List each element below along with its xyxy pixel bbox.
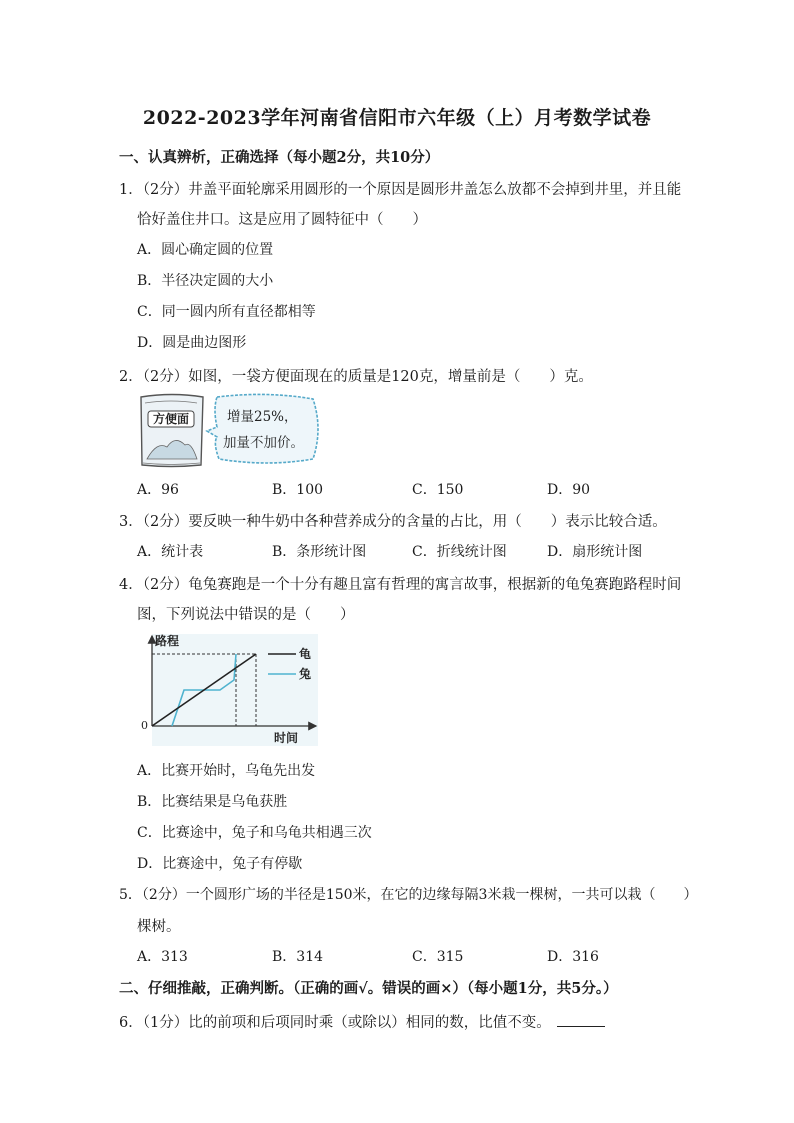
q1-option-d: D．圆是曲边图形 <box>137 335 247 351</box>
q5-option-d: D．316 <box>547 949 599 965</box>
x-axis-label: 时间 <box>274 731 299 745</box>
q2-option-c: C．150 <box>412 482 464 498</box>
q2-option-b: B．100 <box>272 482 324 498</box>
q1-option-c: C．同一圆内所有直径都相等 <box>137 304 316 320</box>
race-distance-time-chart <box>138 628 328 750</box>
q5-text-line1: 5．（2分）一个圆形广场的半径是150米，在它的边缘每隔3米栽一棵树，一共可以栽（ ） <box>119 887 698 903</box>
y-axis-label: 路程 <box>155 634 180 648</box>
q4-option-a: A．比赛开始时，乌龟先出发 <box>137 763 316 779</box>
q5-option-a: A．313 <box>137 949 188 965</box>
q5-text-line2: 棵树。 <box>137 919 181 935</box>
q3-option-b: B．条形统计图 <box>272 544 367 560</box>
q1-option-a: A．圆心确定圆的位置 <box>137 242 274 258</box>
legend-tortoise-label: 龟 <box>299 647 312 661</box>
promo-speech-bubble <box>207 394 318 463</box>
q2-option-a: A．96 <box>137 482 179 498</box>
q1-option-b: B．半径决定圆的大小 <box>137 273 274 289</box>
exam-title: 2022-2023学年河南省信阳市六年级（上）月考数学试卷 <box>142 107 652 129</box>
q4-text-line2: 图，下列说法中错误的是（ ） <box>137 607 355 623</box>
q5-option-c: C．315 <box>412 949 464 965</box>
q1-text-line2: 恰好盖住井口。这是应用了圆特征中（ ） <box>137 212 427 228</box>
q4-option-d: D．比赛途中，兔子有停歇 <box>137 856 303 872</box>
q6-answer-blank[interactable] <box>557 1012 605 1027</box>
q4-option-b: B．比赛结果是乌龟获胜 <box>137 794 288 810</box>
q3-option-a: A．统计表 <box>137 544 204 560</box>
legend-rabbit-label: 兔 <box>299 667 312 681</box>
q4-option-c: C．比赛途中，兔子和乌龟共相遇三次 <box>137 825 372 841</box>
bag-label: 方便面 <box>152 412 190 426</box>
q4-text-line1: 4．（2分）龟兔赛跑是一个十分有趣且富有哲理的寓言故事，根据新的龟兔赛跑路程时间 <box>119 577 682 593</box>
section-1-heading: 一、认真辨析，正确选择（每小题2分，共10分） <box>119 149 440 166</box>
section-2-heading: 二、仔细推敲，正确判断。（正确的画√。错误的画×）（每小题1分，共5分。） <box>119 980 618 997</box>
bubble-line-1: 增量25%， <box>227 409 298 425</box>
noodle-bag-illustration <box>137 391 323 469</box>
q1-text-line1: 1．（2分）井盖平面轮廓采用圆形的一个原因是圆形井盖怎么放都不会掉到井里，并且能 <box>119 182 682 198</box>
q5-option-b: B．314 <box>272 949 324 965</box>
q3-option-c: C．折线统计图 <box>412 544 507 560</box>
q3-option-d: D．扇形统计图 <box>547 544 643 560</box>
bubble-line-2: 加量不加价。 <box>223 435 304 451</box>
q6-text-line <box>119 1011 605 1032</box>
chart-plot-background <box>152 634 318 746</box>
q2-text-line1: 2．（2分）如图，一袋方便面现在的质量是120克，增量前是（ ）克。 <box>119 369 593 385</box>
q6-text: 6．（1分）比的前项和后项同时乘（或除以）相同的数，比值不变。 <box>119 1015 551 1031</box>
q3-text-line1: 3．（2分）要反映一种牛奶中各种营养成分的含量的占比，用（ ）表示比较合适。 <box>119 514 667 530</box>
noodle-bag-icon <box>141 395 203 467</box>
origin-label: 0 <box>141 719 148 732</box>
q2-option-d: D．90 <box>547 482 591 498</box>
